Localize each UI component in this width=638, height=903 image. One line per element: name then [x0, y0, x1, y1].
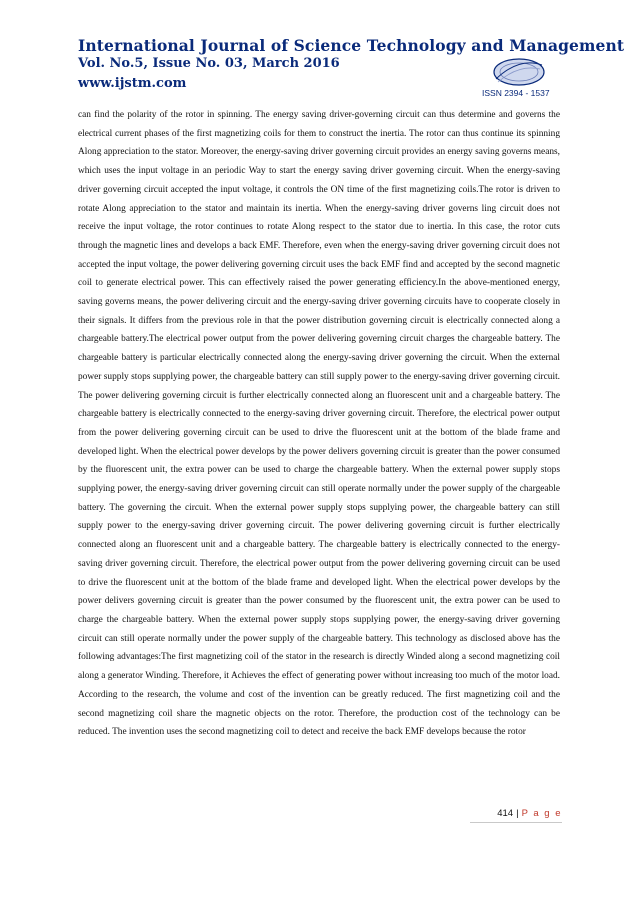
- journal-header: [78, 36, 625, 98]
- page-footer: [470, 808, 562, 819]
- page-label: P a g e: [521, 808, 562, 819]
- journal-title: International Journal of Science Technology and Management: [78, 36, 625, 55]
- issue-info: Vol. No.5, Issue No. 03, March 2016: [78, 56, 340, 71]
- journal-website: www.ijstm.com: [78, 76, 187, 91]
- footer-separator: |: [516, 808, 519, 819]
- journal-logo-icon: [490, 55, 548, 89]
- issn-number: ISSN 2394 - 1537: [482, 88, 550, 98]
- footer-rule: [470, 822, 562, 823]
- article-body-text: can find the polarity of the rotor in spinning. The energy saving driver-governing circuit can thus determine and governs the electrical current phases of the first magnetizing coils for them to construct the inertia. The rotor can thus continue its spinning Along appreciation to the stator. Moreover, the energy-saving driver governing circuit provides an energy saving governs means, which uses the input voltage in an periodic Way to start the energy saving driver governing circuit. When the energy-saving driver governing circuit accepted the input voltage, it controls the ON time of the first magnetizing coils.The rotor is driven to rotate Along appreciation to the stator and maintain its inertia. When the energy-saving driver governs ling circuit does not receive the input voltage, the rotor continues to rotate Along respect to the stator due to inertia. In this case, the rotor cuts through the magnetic lines and develops a back EMF. Therefore, even when the energy-saving driver governing circuit does not accepted the input voltage, the power delivering governing circuit uses the back EMF find and accepted by the second magnetic coil to generate electrical power. This can effectively raised the power generating efficiency.In the above-mentioned energy, saving governs means, the power delivering circuit and the energy-saving driver governing circuits have to cooperate closely in their signals. It differs from the previous role in that the power distribution governing circuit is electrically connected along a chargeable battery.The electrical power output from the power delivering governing circuit charges the chargeable battery. The chargeable battery is particular electrically connected along the energy-saving driver governing the circuit. When the external power supply stops supplying power, the chargeable battery can still supply power to the energy-saving driver governing circuit. The power delivering governing circuit is further electrically connected along an fluorescent unit and a chargeable battery. The chargeable battery is electrically connected to the energy-saving driver governing circuit. Therefore, the electrical power output from the power delivering governing circuit can be used to drive the fluorescent unit at the bottom of the blade frame and developed light. When the electrical power develops by the power delivers governing circuit is greater than the power consumed by the fluorescent unit, the extra power can be used to charge the chargeable battery. When the external power supply stops supplying power, the energy-saving driver governing circuit can still operate normally under the power supply of the chargeable battery. The governing the circuit. When the external power supply stops supplying power, the chargeable battery can still supply power to the energy-saving driver governing circuit. The power delivering governing circuit is further electrically connected along an fluorescent unit and a chargeable battery. The chargeable battery is electrically connected to the energy-saving driver governing circuit. Therefore, the electrical power output from the power delivering governing circuit can be used to drive the fluorescent unit at the bottom of the blade frame and developed light. When the electrical power develops by the power delivers governing circuit is greater than the power consumed by the fluorescent unit, the extra power can be used to charge the chargeable battery. When the external power supply stops supplying power, the energy-saving driver governing circuit can still operate normally under the power supply of the chargeable battery. This technology as disclosed above has the following advantages:The first magnetizing coil of the stator in the research is directly Winded along a second magnetizing coil along a generator Winding. Therefore, it Achieves the effect of generating power without increasing too much of the motor load. According to the research, the volume and cost of the invention can be greatly reduced. The first magnetizing coil and the second magnetizing coil share the magnetic objects on the rotor. Therefore, the production cost of the technology can be reduced. The invention uses the second magnetizing coil to detect and receive the back EMF develops because the rotor: [78, 110, 560, 738]
- page-number: 414: [497, 808, 514, 819]
